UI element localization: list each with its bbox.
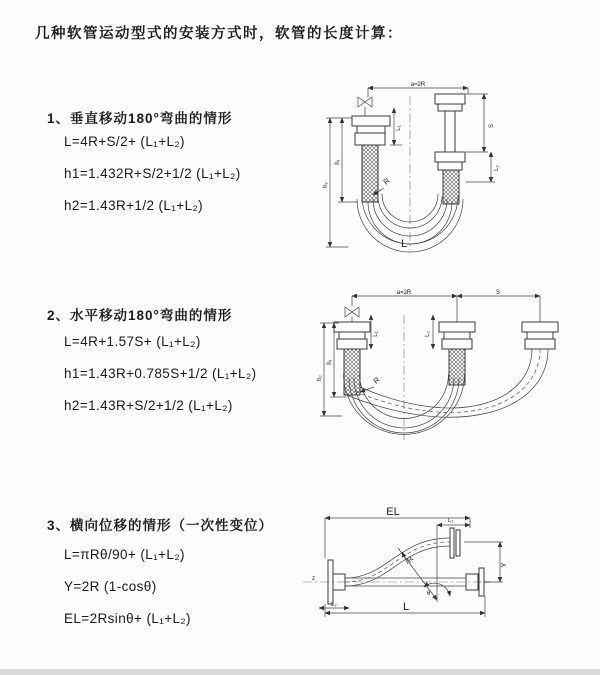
dim-label-l1: L₁ [396, 125, 402, 131]
dim-el [325, 506, 470, 558]
diagram-lateral-displacement [298, 488, 594, 640]
radius-label [402, 552, 416, 564]
dim-label-r: R [371, 375, 382, 386]
dim-a2r [352, 290, 457, 296]
section-1-formula-h1: h1=1.432R+S/2+1/2 (L₁+L₂) [64, 166, 241, 181]
dim-l2 [319, 602, 349, 608]
dim-a2r [368, 82, 468, 97]
valve-icon [345, 307, 359, 322]
dim-label-a2r: a=2R [410, 82, 426, 88]
dim-y [464, 542, 508, 582]
section-3-formula-L: L=πRθ/90+ (L₁+L₂) [64, 547, 185, 562]
dim-label-l1: L₁ [373, 331, 379, 337]
page-title: 几种软管运动型式的安装方式时，软管的长度计算： [35, 26, 403, 42]
dim-label-L: L [402, 601, 410, 613]
right-fitting [435, 94, 465, 204]
dim-label-a2r: a=2R [396, 290, 412, 296]
right-fitting-displaced [450, 528, 460, 558]
hose-displaced-position [345, 538, 450, 586]
dim-h2 [323, 118, 348, 247]
dim-l1 [371, 315, 379, 349]
dim-label-r: R [405, 554, 416, 565]
dim-label-theta: θ [427, 591, 431, 597]
dim-label-h1: h₁ [335, 159, 341, 165]
left-fitting [334, 322, 370, 395]
dim-label-y: Y [499, 562, 508, 568]
right-fitting [522, 322, 558, 349]
dim-label-L: L [400, 238, 408, 250]
section-3-formula-EL: EL=2Rsinθ+ (L₁+L₂) [64, 611, 191, 626]
section-3-heading: 3、横向位移的情形（一次性变位） [47, 518, 274, 533]
dim-l [325, 596, 485, 617]
dim-label-h2: h₂ [323, 182, 329, 188]
section-1-formula-L: L=4R+S/2+ (L₁+L₂) [64, 134, 185, 149]
dim-l1 [437, 518, 470, 525]
dim-s [466, 94, 495, 152]
dim-label-h2: h₂ [317, 375, 323, 381]
dim-l2 [425, 315, 433, 349]
section-3-formula-Y: Y=2R (1-cosθ) [64, 579, 157, 594]
dim-l1 [390, 108, 402, 145]
dim-label-s: S [495, 290, 501, 296]
angle-theta [398, 548, 450, 600]
left-fitting [352, 116, 390, 202]
dim-h2 [317, 323, 342, 416]
diagram-vertical-bend [296, 78, 576, 258]
dim-l2 [466, 152, 500, 182]
radius-label [360, 375, 382, 392]
section-2-formula-h2: h2=1.43R+S/2+1/2 (L₁+L₂) [64, 398, 233, 413]
dim-label-s: S [489, 123, 495, 129]
dim-label-r: R [381, 176, 392, 187]
dim-label-l2: L₂ [494, 165, 500, 171]
dim-s [457, 290, 540, 296]
section-2-formula-h1: h1=1.43R+0.785S+1/2 (L₁+L₂) [64, 366, 257, 381]
section-1-formula-h2: h2=1.43R+1/2 (L₁+L₂) [64, 198, 204, 213]
page-bottom-edge [0, 669, 600, 675]
dim-label-h1: h₁ [327, 359, 333, 365]
dim-label-l2: L₂ [331, 602, 337, 608]
dim-label-l1: L₁ [448, 518, 454, 524]
dim-label-el: EL [386, 506, 400, 518]
valve-icon [358, 97, 372, 116]
dim-label-l2: L₂ [425, 331, 431, 337]
middle-fitting [439, 322, 475, 385]
break-mark: z [312, 576, 315, 582]
section-1-heading: 1、垂直移动180°弯曲的情形 [47, 111, 233, 126]
section-2-formula-L: L=4R+1.57S+ (L₁+L₂) [64, 334, 201, 349]
dim-h1 [326, 118, 358, 202]
diagram-horizontal-bend [296, 282, 588, 447]
section-2-heading: 2、水平移动180°弯曲的情形 [47, 308, 233, 323]
